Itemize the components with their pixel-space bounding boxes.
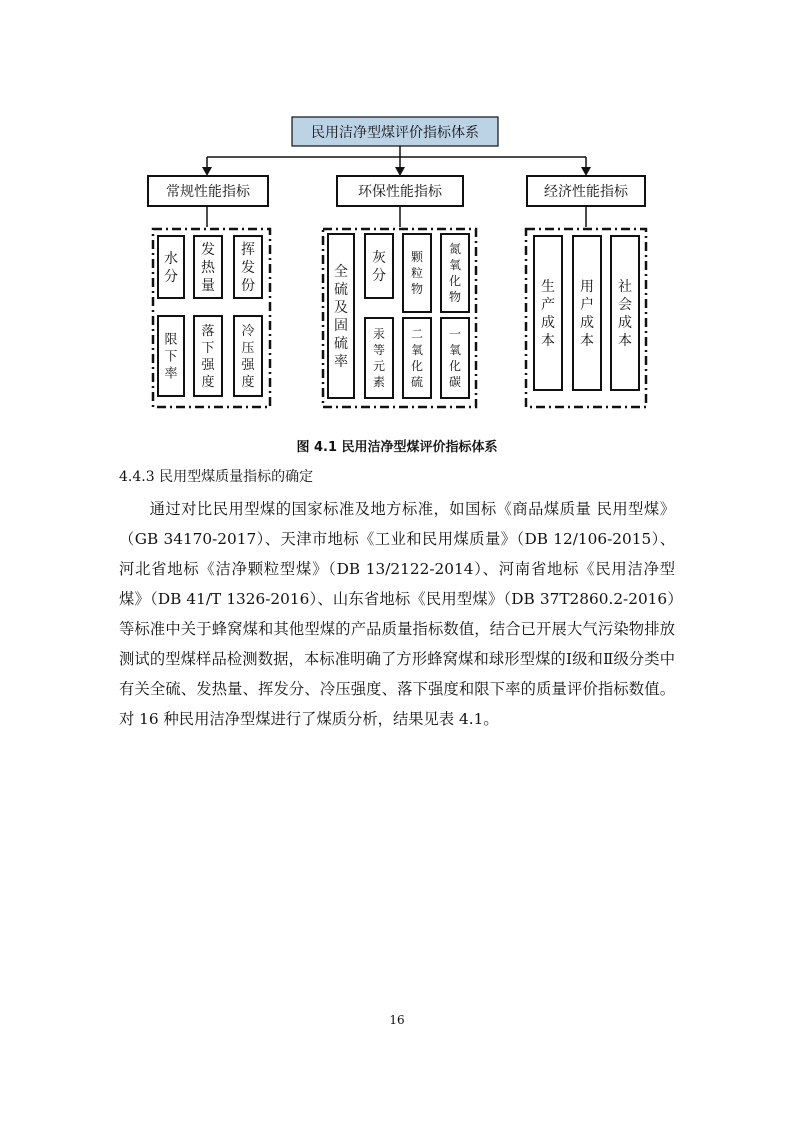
index-item-box <box>441 234 469 312</box>
index-item-char: 分 <box>164 269 178 285</box>
index-items <box>158 234 639 398</box>
section-heading: 4.4.3 民用型煤质量指标的确定 <box>119 469 314 485</box>
index-item-char: 压 <box>241 341 255 356</box>
index-item-box <box>403 234 431 312</box>
arrow-head <box>581 167 591 176</box>
root-label: 民用洁净型煤评价指标体系 <box>311 125 479 141</box>
index-item-char: 碳 <box>448 375 462 389</box>
index-item-box <box>234 236 262 298</box>
category-label-environmental: 环保性能指标 <box>358 184 442 200</box>
index-item-char: 等 <box>372 343 386 357</box>
index-item-char: 社 <box>618 279 632 295</box>
index-item-char: 粒 <box>410 266 424 280</box>
paragraph-text: 通过对比民用型煤的国家标准及地方标准，如国标《商品煤质量 民用型煤》（GB 34170-2017）、天津市地标《工业和民用煤质量》（DB 12/106-2015）、河北省地标《洁净颗粒型煤》（DB 13/2122-2014）、河南省地标《民用洁净型煤》（DB 41/T 1326-2016）、山东省地标《民用型煤》（DB 37T2860.2-2016）等标准中关于蜂窝煤和其他型煤的产品质量指标数值，结合已开展大气污染物排放测试的型煤样品检测数据，本标准明确了方形蜂窝煤和球形型煤的Ⅰ级和Ⅱ级分类中有关全硫、发热量、挥发分、冷压强度、落下强度和限下率的质量评价指标数值。对 16 种民用洁净型煤进行了煤质分析，结果见表 4.1。 <box>119 500 675 728</box>
category-label-regular: 常规性能指标 <box>166 184 250 200</box>
index-item-box <box>573 236 601 390</box>
index-item-char: 下 <box>201 341 215 356</box>
index-item-char: 度 <box>201 375 215 390</box>
index-item-char: 化 <box>448 359 462 373</box>
index-item-char: 全 <box>334 264 348 280</box>
index-item-char: 度 <box>241 375 255 390</box>
index-item-box <box>441 318 469 398</box>
index-item-char: 氧 <box>410 343 424 357</box>
index-item-box <box>234 316 262 396</box>
index-item-char: 硫 <box>410 375 424 389</box>
category-label-economic: 经济性能指标 <box>544 184 628 200</box>
index-item-char: 本 <box>541 333 555 349</box>
index-item-char: 强 <box>241 358 255 373</box>
index-item-box <box>158 236 184 298</box>
index-item-char: 用 <box>580 279 594 295</box>
index-item-char: 汞 <box>372 327 386 341</box>
index-item-char: 率 <box>334 354 348 370</box>
index-item-box <box>534 236 562 390</box>
index-item-box <box>194 316 222 396</box>
figure-caption: 图 4.1 民用洁净型煤评价指标体系 <box>296 440 498 455</box>
index-item-char: 素 <box>372 375 386 389</box>
index-item-box <box>365 318 393 398</box>
index-item-box <box>158 316 184 396</box>
evaluation-index-diagram <box>0 0 794 430</box>
index-item-char: 氧 <box>448 258 462 272</box>
index-item-char: 户 <box>580 297 594 313</box>
index-item-box <box>403 318 431 398</box>
index-item-box <box>611 236 639 390</box>
index-item-char: 发 <box>241 260 255 276</box>
index-item-box <box>365 234 393 298</box>
index-item-char: 强 <box>201 358 215 373</box>
index-item-char: 硫 <box>334 282 348 298</box>
index-item-char: 物 <box>410 282 424 296</box>
index-item-char: 生 <box>541 279 555 295</box>
arrow-head <box>395 167 405 176</box>
index-item-char: 及 <box>334 300 348 316</box>
arrow-head <box>202 167 212 176</box>
index-item-char: 固 <box>334 318 348 334</box>
index-item-char: 成 <box>618 315 632 331</box>
index-item-char: 化 <box>448 274 462 288</box>
index-item-char: 挥 <box>241 242 255 258</box>
index-item-char: 氧 <box>448 343 462 357</box>
index-item-char: 产 <box>541 297 555 313</box>
index-item-char: 分 <box>372 268 386 284</box>
index-item-char: 氮 <box>448 242 462 256</box>
index-item-box <box>328 234 354 398</box>
index-item-char: 水 <box>164 251 178 267</box>
index-item-char: 下 <box>164 349 178 365</box>
index-item-char: 会 <box>618 297 632 313</box>
index-item-char: 化 <box>410 359 424 373</box>
index-item-char: 硫 <box>334 336 348 352</box>
index-item-char: 热 <box>201 260 215 276</box>
index-item-char: 量 <box>201 278 215 294</box>
index-item-box <box>194 236 222 298</box>
index-item-char: 成 <box>541 315 555 331</box>
index-item-char: 率 <box>164 366 178 382</box>
index-item-char: 限 <box>164 332 178 348</box>
body-paragraph <box>119 494 675 734</box>
index-item-char: 落 <box>201 324 215 339</box>
index-item-char: 份 <box>241 278 255 294</box>
index-item-char: 二 <box>410 327 424 341</box>
index-item-char: 发 <box>201 242 215 258</box>
index-item-char: 本 <box>580 333 594 349</box>
index-item-char: 成 <box>580 315 594 331</box>
index-item-char: 颗 <box>410 250 424 264</box>
index-item-char: 元 <box>372 359 386 373</box>
index-item-char: 一 <box>448 327 462 341</box>
index-item-char: 本 <box>618 333 632 349</box>
index-item-char: 灰 <box>372 250 386 266</box>
page-number: 16 <box>389 1013 405 1027</box>
index-item-char: 冷 <box>241 324 255 339</box>
index-item-char: 物 <box>448 290 462 304</box>
